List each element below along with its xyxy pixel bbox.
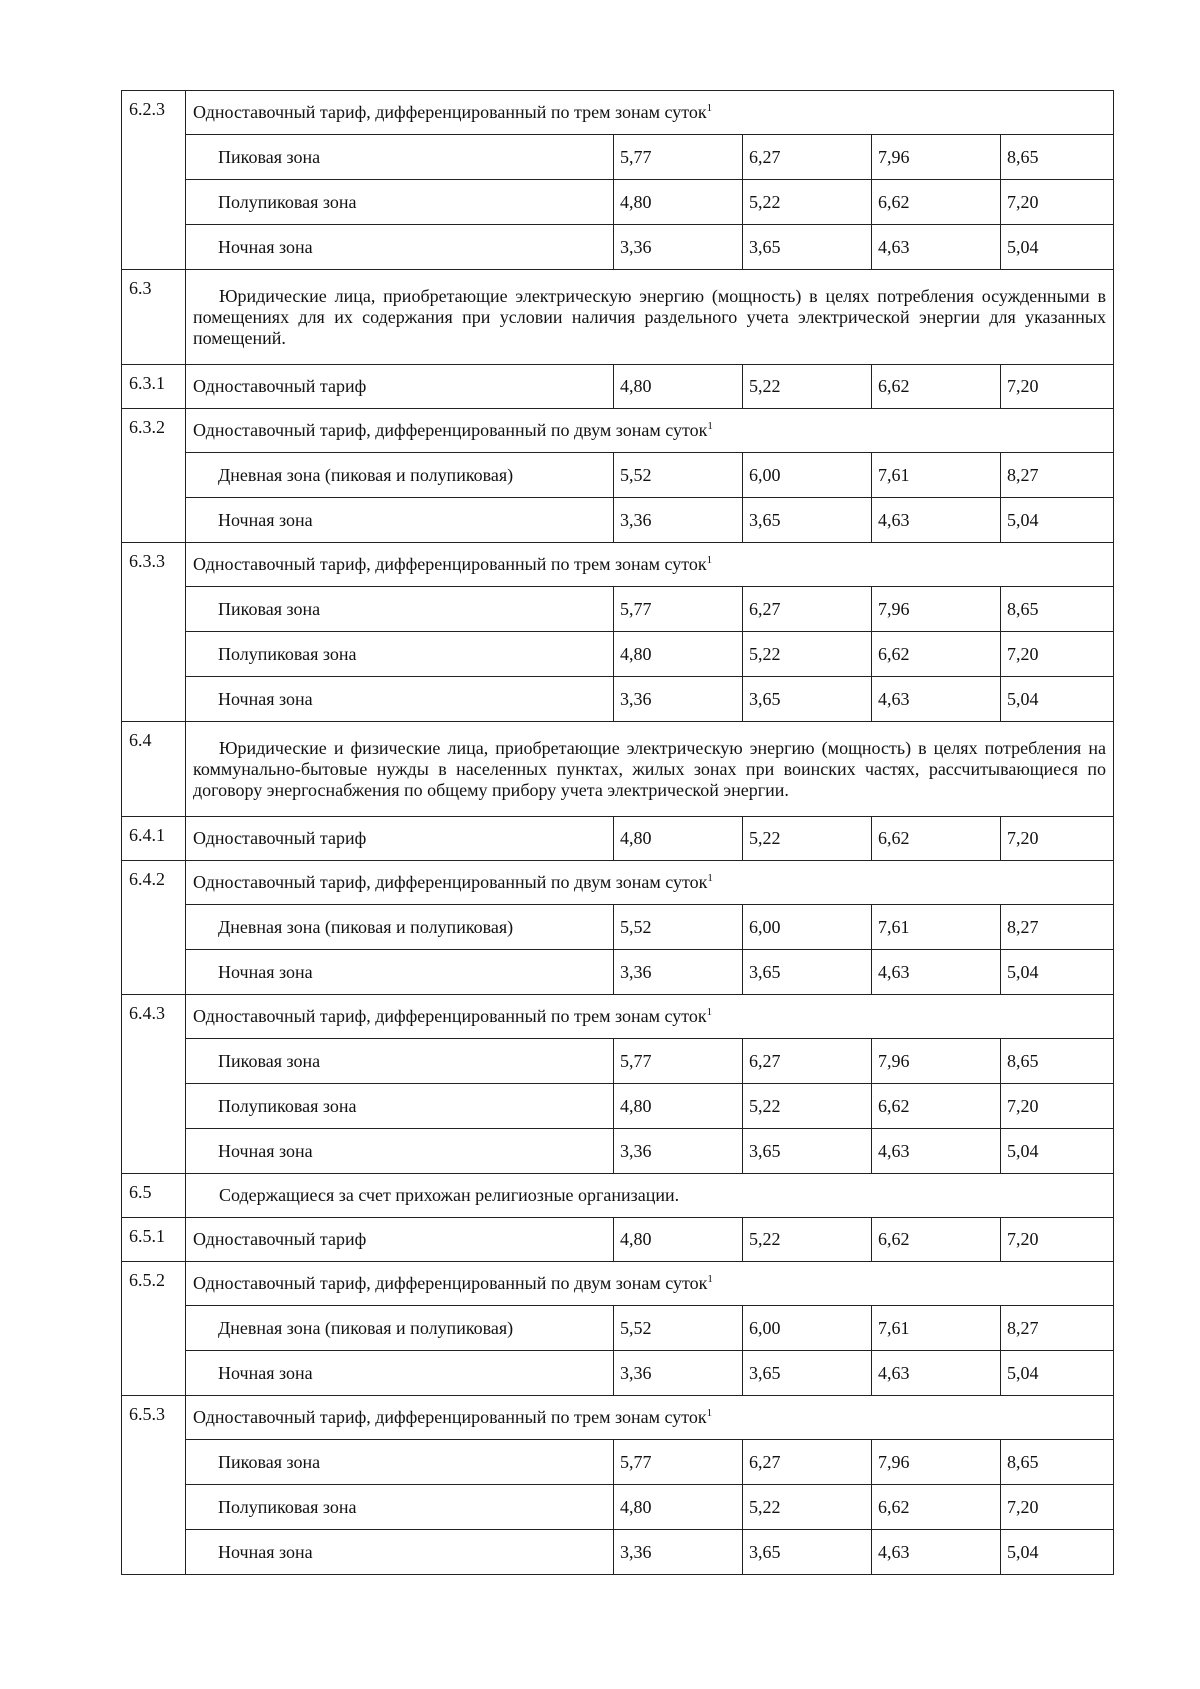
tariff-value: 8,27 [1001, 905, 1114, 950]
tariff-value: 6,00 [743, 1306, 872, 1351]
tariff-row [122, 905, 1114, 950]
tariff-row [122, 180, 1114, 225]
section-title-text: Одноставочный тариф, дифференцированный по трем зонам суток [193, 1407, 707, 1427]
tariff-value: 7,96 [872, 1039, 1001, 1084]
tariff-value: 6,62 [872, 632, 1001, 677]
tariff-value: 3,65 [743, 1530, 872, 1575]
tariff-row [122, 1440, 1114, 1485]
tariff-row [122, 1530, 1114, 1575]
tariff-value: 5,04 [1001, 225, 1114, 270]
tariff-value: 7,20 [1001, 1084, 1114, 1129]
category-row [122, 1174, 1114, 1218]
item-code: 6.5 [122, 1174, 186, 1218]
tariff-value: 4,80 [614, 1218, 743, 1262]
tariff-value: 5,04 [1001, 677, 1114, 722]
tariff-value: 4,80 [614, 632, 743, 677]
item-code: 6.5.3 [122, 1396, 186, 1575]
tariff-label: Одноставочный тариф [186, 817, 614, 861]
zone-label: Полупиковая зона [186, 180, 614, 225]
tariff-value: 3,65 [743, 1129, 872, 1174]
tariff-value: 7,61 [872, 905, 1001, 950]
zone-label: Полупиковая зона [186, 1485, 614, 1530]
tariff-row [122, 587, 1114, 632]
tariff-label: Одноставочный тариф [186, 1218, 614, 1262]
tariff-row [122, 498, 1114, 543]
section-row [122, 1396, 1114, 1440]
item-code: 6.4 [122, 722, 186, 817]
tariff-value: 7,20 [1001, 1218, 1114, 1262]
section-row [122, 995, 1114, 1039]
tariff-value: 5,22 [743, 817, 872, 861]
tariff-value: 6,27 [743, 587, 872, 632]
tariff-value: 6,62 [872, 817, 1001, 861]
category-text: Юридические и физические лица, приобретающие электрическую энергию (мощность) в целях потребления на коммунально-бытовые нужды в населенных пунктах, жилых зонах при воинских частях, рассчитывающиеся по договору энергоснабжения по общему прибору учета электрической энергии. [193, 737, 1106, 800]
tariff-row [122, 365, 1114, 409]
tariff-value: 3,36 [614, 950, 743, 995]
zone-label: Ночная зона [186, 1351, 614, 1396]
zone-label: Ночная зона [186, 677, 614, 722]
tariff-value: 7,20 [1001, 817, 1114, 861]
tariff-value: 6,27 [743, 1039, 872, 1084]
item-code: 6.5.1 [122, 1218, 186, 1262]
item-code: 6.3 [122, 270, 186, 365]
item-code: 6.4.1 [122, 817, 186, 861]
category-description [186, 270, 1114, 365]
tariff-value: 5,22 [743, 1218, 872, 1262]
tariff-value: 5,04 [1001, 498, 1114, 543]
tariff-value: 7,96 [872, 135, 1001, 180]
zone-label: Пиковая зона [186, 135, 614, 180]
zone-label: Пиковая зона [186, 1039, 614, 1084]
tariff-value: 8,65 [1001, 1440, 1114, 1485]
tariff-value: 7,96 [872, 1440, 1001, 1485]
footnote-marker: 1 [706, 1006, 713, 1018]
tariff-value: 4,80 [614, 1084, 743, 1129]
zone-label: Пиковая зона [186, 1440, 614, 1485]
tariff-row [122, 632, 1114, 677]
tariff-value: 5,52 [614, 905, 743, 950]
zone-label: Ночная зона [186, 498, 614, 543]
zone-label: Дневная зона (пиковая и полупиковая) [186, 1306, 614, 1351]
tariff-value: 8,27 [1001, 1306, 1114, 1351]
tariff-table [121, 90, 1114, 1575]
item-code: 6.2.3 [122, 91, 186, 270]
tariff-value: 5,77 [614, 135, 743, 180]
tariff-value: 5,22 [743, 632, 872, 677]
item-code: 6.5.2 [122, 1262, 186, 1396]
category-text: Юридические лица, приобретающие электрическую энергию (мощность) в целях потребления осужденными в помещениях для их содержания при условии наличия раздельного учета электрической энергии для указанных помещений. [193, 285, 1106, 348]
tariff-value: 7,61 [872, 1306, 1001, 1351]
tariff-value: 4,63 [872, 1129, 1001, 1174]
zone-label: Ночная зона [186, 225, 614, 270]
tariff-value: 7,61 [872, 453, 1001, 498]
tariff-value: 3,65 [743, 498, 872, 543]
tariff-row [122, 1039, 1114, 1084]
tariff-value: 5,04 [1001, 950, 1114, 995]
footnote-marker: 1 [706, 1407, 713, 1419]
section-title [186, 409, 1114, 453]
tariff-row [122, 677, 1114, 722]
tariff-value: 3,36 [614, 1129, 743, 1174]
tariff-value: 7,20 [1001, 365, 1114, 409]
tariff-value: 6,62 [872, 1218, 1001, 1262]
item-code: 6.3.2 [122, 409, 186, 543]
tariff-value: 6,00 [743, 905, 872, 950]
tariff-value: 6,62 [872, 365, 1001, 409]
section-title [186, 1396, 1114, 1440]
tariff-value: 5,77 [614, 1440, 743, 1485]
zone-label: Дневная зона (пиковая и полупиковая) [186, 453, 614, 498]
section-title-text: Одноставочный тариф, дифференцированный по двум зонам суток [193, 872, 708, 892]
section-title [186, 91, 1114, 135]
tariff-value: 6,27 [743, 135, 872, 180]
tariff-value: 5,04 [1001, 1351, 1114, 1396]
tariff-value: 3,65 [743, 225, 872, 270]
tariff-value: 5,04 [1001, 1530, 1114, 1575]
section-title-text: Одноставочный тариф, дифференцированный по двум зонам суток [193, 420, 708, 440]
tariff-body [122, 91, 1114, 1575]
tariff-value: 4,63 [872, 677, 1001, 722]
tariff-value: 7,20 [1001, 180, 1114, 225]
section-row [122, 409, 1114, 453]
tariff-value: 7,20 [1001, 1485, 1114, 1530]
tariff-value: 6,00 [743, 453, 872, 498]
tariff-row [122, 135, 1114, 180]
tariff-row [122, 1306, 1114, 1351]
tariff-row [122, 950, 1114, 995]
footnote-marker: 1 [707, 872, 713, 884]
tariff-row [122, 225, 1114, 270]
section-title-text: Одноставочный тариф, дифференцированный по двум зонам суток [193, 1273, 708, 1293]
tariff-row [122, 1351, 1114, 1396]
category-row [122, 270, 1114, 365]
tariff-value: 5,77 [614, 587, 743, 632]
tariff-value: 4,63 [872, 225, 1001, 270]
tariff-value: 4,63 [872, 1351, 1001, 1396]
tariff-value: 8,65 [1001, 1039, 1114, 1084]
tariff-value: 3,36 [614, 225, 743, 270]
tariff-value: 5,04 [1001, 1129, 1114, 1174]
tariff-value: 8,65 [1001, 587, 1114, 632]
tariff-row [122, 1485, 1114, 1530]
footnote-marker: 1 [706, 554, 713, 566]
tariff-value: 6,62 [872, 1084, 1001, 1129]
zone-label: Ночная зона [186, 950, 614, 995]
item-code: 6.4.3 [122, 995, 186, 1174]
tariff-value: 3,36 [614, 1530, 743, 1575]
tariff-row [122, 817, 1114, 861]
tariff-value: 4,63 [872, 950, 1001, 995]
tariff-value: 5,22 [743, 365, 872, 409]
tariff-label: Одноставочный тариф [186, 365, 614, 409]
tariff-value: 3,36 [614, 498, 743, 543]
item-code: 6.3.1 [122, 365, 186, 409]
tariff-value: 4,80 [614, 817, 743, 861]
item-code: 6.3.3 [122, 543, 186, 722]
zone-label: Полупиковая зона [186, 632, 614, 677]
tariff-value: 7,96 [872, 587, 1001, 632]
section-row [122, 91, 1114, 135]
section-title [186, 1262, 1114, 1306]
section-title [186, 995, 1114, 1039]
tariff-row [122, 453, 1114, 498]
tariff-value: 4,80 [614, 1485, 743, 1530]
tariff-value: 5,77 [614, 1039, 743, 1084]
footnote-marker: 1 [706, 102, 713, 114]
zone-label: Полупиковая зона [186, 1084, 614, 1129]
section-title-text: Одноставочный тариф, дифференцированный по трем зонам суток [193, 554, 707, 574]
tariff-value: 5,22 [743, 1084, 872, 1129]
tariff-value: 3,65 [743, 1351, 872, 1396]
tariff-value: 6,62 [872, 180, 1001, 225]
section-title [186, 861, 1114, 905]
tariff-value: 3,65 [743, 950, 872, 995]
footnote-marker: 1 [707, 1273, 713, 1285]
section-row [122, 543, 1114, 587]
tariff-value: 6,27 [743, 1440, 872, 1485]
category-description [186, 722, 1114, 817]
section-title-text: Одноставочный тариф, дифференцированный по трем зонам суток [193, 1006, 707, 1026]
section-title [186, 543, 1114, 587]
zone-label: Ночная зона [186, 1530, 614, 1575]
tariff-value: 6,62 [872, 1485, 1001, 1530]
category-row [122, 722, 1114, 817]
tariff-value: 5,22 [743, 180, 872, 225]
tariff-value: 5,22 [743, 1485, 872, 1530]
section-title-text: Одноставочный тариф, дифференцированный по трем зонам суток [193, 102, 707, 122]
zone-label: Дневная зона (пиковая и полупиковая) [186, 905, 614, 950]
zone-label: Ночная зона [186, 1129, 614, 1174]
category-text: Содержащиеся за счет прихожан религиозные организации. [219, 1185, 680, 1205]
tariff-value: 7,20 [1001, 632, 1114, 677]
item-code: 6.4.2 [122, 861, 186, 995]
tariff-value: 5,52 [614, 1306, 743, 1351]
section-row [122, 1262, 1114, 1306]
tariff-value: 4,80 [614, 365, 743, 409]
section-row [122, 861, 1114, 905]
footnote-marker: 1 [707, 420, 713, 432]
tariff-value: 4,80 [614, 180, 743, 225]
tariff-value: 3,65 [743, 677, 872, 722]
tariff-value: 8,65 [1001, 135, 1114, 180]
tariff-value: 4,63 [872, 1530, 1001, 1575]
tariff-row [122, 1084, 1114, 1129]
tariff-value: 3,36 [614, 677, 743, 722]
tariff-value: 8,27 [1001, 453, 1114, 498]
tariff-value: 5,52 [614, 453, 743, 498]
category-description [186, 1174, 1114, 1218]
tariff-row [122, 1218, 1114, 1262]
tariff-value: 3,36 [614, 1351, 743, 1396]
zone-label: Пиковая зона [186, 587, 614, 632]
tariff-value: 4,63 [872, 498, 1001, 543]
tariff-row [122, 1129, 1114, 1174]
